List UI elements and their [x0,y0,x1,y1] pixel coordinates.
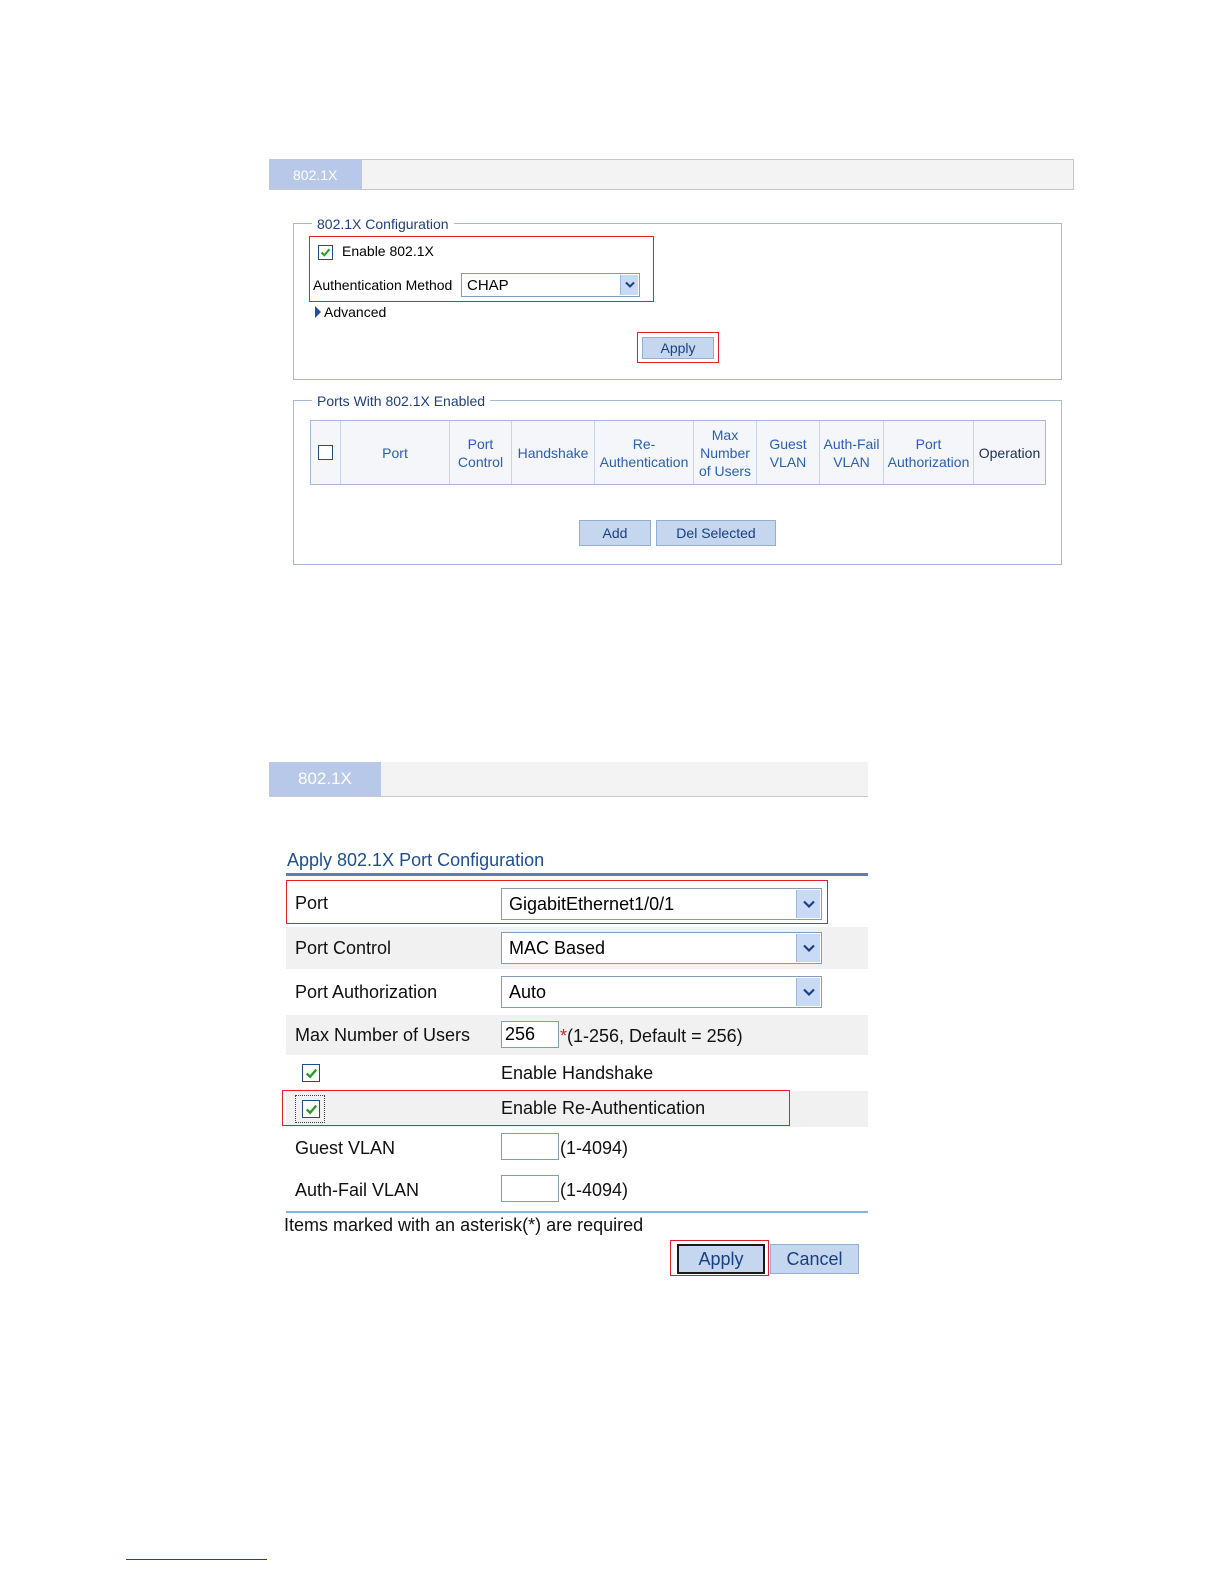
top-tab-bar [269,159,1074,190]
col-operation: Operation [978,444,1041,461]
enable-802-1x-checkbox[interactable] [318,245,333,260]
port-authorization-value: Auto [509,981,547,1002]
highlight-port-row [286,880,828,924]
ports-table-header [310,420,1046,485]
bottom-tab-802-1x[interactable]: 802.1X [269,762,381,796]
title-underline [286,873,868,876]
col-port-authorization: Port Authorization [884,421,974,484]
config-apply-button[interactable]: Apply [642,337,714,359]
port-control-label: Port Control [295,938,392,958]
col-port-control: Port Control [450,421,512,484]
advanced-label: Advanced [324,304,387,320]
form-title: Apply 802.1X Port Configuration [287,850,545,870]
form-cancel-button[interactable]: Cancel [770,1244,859,1274]
form-apply-button[interactable]: Apply [677,1244,765,1274]
advanced-toggle[interactable] [314,304,386,320]
guest-vlan-hint: (1-4094) [560,1138,629,1158]
port-authorization-select[interactable] [501,976,822,1008]
auth-method-value: CHAP [467,276,509,294]
col-max-users: Max Number of Users [694,421,757,484]
footnote-rule [126,1559,267,1560]
bottom-tab-bar [269,762,868,797]
guest-vlan-input[interactable] [501,1133,559,1160]
enable-802-1x-label: Enable 802.1X [342,243,434,259]
expand-arrow-icon [314,306,322,318]
col-guest-vlan: Guest VLAN [757,421,820,484]
add-port-button[interactable]: Add [579,520,651,546]
reauth-label: Enable Re-Authentication [501,1098,706,1118]
chevron-down-icon[interactable] [796,978,820,1006]
select-all-cell [311,421,341,484]
col-handshake: Handshake [512,421,595,484]
col-reauthentication: Re- Authentication [595,421,694,484]
select-all-checkbox[interactable] [318,445,333,460]
authfail-vlan-label: Auth-Fail VLAN [295,1180,420,1200]
checkmark-icon [320,247,331,258]
max-users-label: Max Number of Users [295,1025,471,1045]
form-bottom-divider [286,1211,868,1213]
required-note: Items marked with an asterisk(*) are required [284,1215,644,1235]
del-selected-button[interactable]: Del Selected [656,520,776,546]
port-label: Port [295,893,329,913]
chevron-down-icon[interactable] [620,275,638,295]
port-control-select[interactable] [501,932,822,964]
max-users-input[interactable]: 256 [501,1021,559,1048]
checkmark-icon [305,1067,318,1080]
port-authorization-label: Port Authorization [295,982,438,1002]
config-legend: 802.1X Configuration [312,216,454,232]
guest-vlan-label: Guest VLAN [295,1138,396,1158]
top-tab-802-1x[interactable]: 802.1X [270,160,362,189]
required-asterisk: * [560,1026,568,1046]
auth-method-select[interactable] [461,273,640,297]
authfail-vlan-input[interactable] [501,1175,559,1202]
chevron-down-icon[interactable] [796,934,820,962]
max-users-hint: (1-256, Default = 256) [567,1026,743,1046]
authfail-vlan-hint: (1-4094) [560,1180,629,1200]
port-control-value: MAC Based [509,937,606,958]
col-authfail-vlan: Auth-Fail VLAN [820,421,884,484]
handshake-checkbox[interactable] [302,1064,320,1082]
auth-method-label: Authentication Method [313,277,453,293]
ports-legend: Ports With 802.1X Enabled [312,393,490,409]
port-value: GigabitEthernet1/0/1 [509,893,675,914]
handshake-label: Enable Handshake [501,1063,654,1083]
col-port: Port [341,421,450,484]
highlight-reauth-row [282,1090,790,1126]
